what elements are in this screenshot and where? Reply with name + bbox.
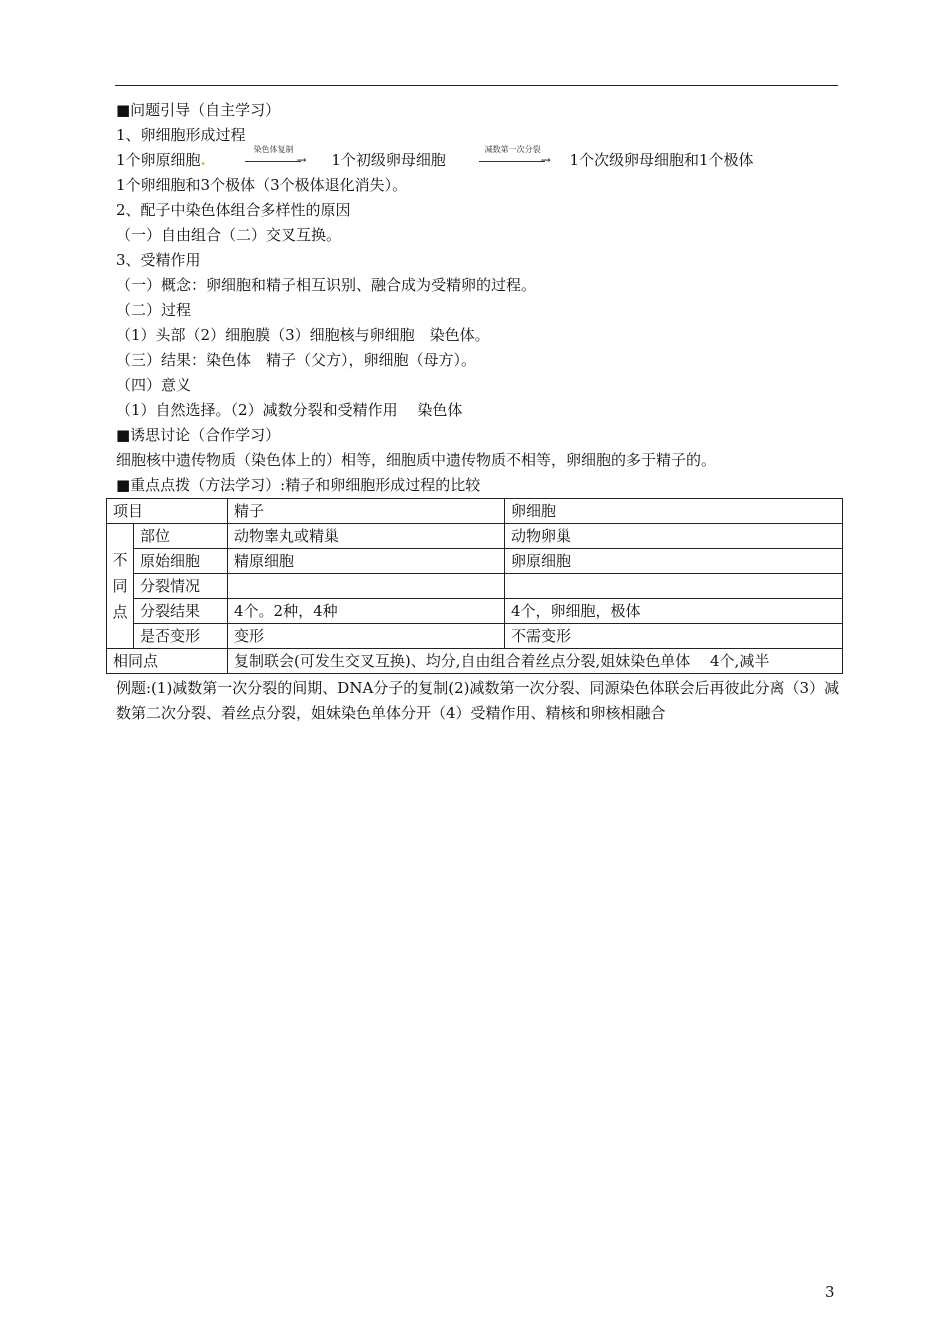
discussion-text: 细胞核中遗传物质（染色体上的）相等，细胞质中遗传物质不相等，卵细胞的多于精子的。 bbox=[116, 451, 717, 469]
header-item: 项目 bbox=[107, 499, 228, 524]
table-row bbox=[107, 599, 843, 624]
section-heading-discussion: ■诱思讨论（合作学习） bbox=[116, 426, 281, 444]
item-egg-formation: 1、卵细胞形成过程 bbox=[116, 126, 246, 144]
diff-label-cell bbox=[107, 524, 134, 649]
arrow-2-label: 减数第一次分裂 bbox=[484, 145, 541, 154]
table-row bbox=[107, 574, 843, 599]
row-name: 分裂情况 bbox=[134, 574, 228, 599]
table-row bbox=[107, 549, 843, 574]
same-label: 相同点 bbox=[107, 649, 228, 674]
row-sperm: 变形 bbox=[228, 624, 505, 649]
fertilization-result: （三）结果：染色体 精子（父方），卵细胞（母方）。 bbox=[116, 351, 477, 369]
page-number: 3 bbox=[825, 1283, 835, 1301]
flow-step-primary-oocyte: 1个初级卵母细胞 bbox=[331, 151, 446, 169]
item-diversity-answer: （一）自由组合（二）交叉互换。 bbox=[116, 226, 342, 244]
flow-step-secondary-oocyte: 1个次级卵母细胞和1个极体 bbox=[569, 151, 754, 169]
row-egg: 4个，卵细胞，极体 bbox=[505, 599, 843, 624]
fertilization-significance: （四）意义 bbox=[116, 376, 192, 394]
section-heading-guide: ■问题引导（自主学习） bbox=[116, 101, 281, 119]
fertilization-significance-answer: （1）自然选择。（2）减数分裂和受精作用 染色体 bbox=[116, 401, 463, 419]
row-egg bbox=[505, 574, 843, 599]
fertilization-process-answer: （1）头部（2）细胞膜（3）细胞核与卵细胞 染色体。 bbox=[116, 326, 490, 344]
row-name: 原始细胞 bbox=[134, 549, 228, 574]
diff-label-char: 不 bbox=[112, 551, 128, 569]
content-body bbox=[112, 98, 840, 726]
row-name: 部位 bbox=[134, 524, 228, 549]
flow-line bbox=[116, 145, 840, 173]
item-diversity: 2、配子中染色体组合多样性的原因 bbox=[116, 201, 351, 219]
row-egg: 卵原细胞 bbox=[505, 549, 843, 574]
arrow-right-icon: → bbox=[540, 153, 551, 167]
table-header-row bbox=[107, 499, 843, 524]
row-sperm: 动物睾丸或精巢 bbox=[228, 524, 505, 549]
section-heading-keypoints: ■重点点拨（方法学习）:精子和卵细胞形成过程的比较 bbox=[116, 476, 481, 494]
table-row bbox=[107, 624, 843, 649]
table-row bbox=[107, 524, 843, 549]
item-fertilization: 3、受精作用 bbox=[116, 251, 201, 269]
arrow-2-shaft bbox=[479, 161, 545, 162]
same-text: 复制联会(可发生交叉互换)、均分,自由组合着丝点分裂,姐妹染色单体 4个,减半 bbox=[228, 649, 843, 674]
flow-step-oogonium: 1个卵原细胞 bbox=[116, 151, 201, 169]
header-rule bbox=[115, 85, 838, 86]
flow-arrow-1 bbox=[239, 145, 309, 173]
row-name: 是否变形 bbox=[134, 624, 228, 649]
fertilization-process: （二）过程 bbox=[116, 301, 192, 319]
flow-arrow-2 bbox=[473, 145, 553, 173]
row-egg: 不需变形 bbox=[505, 624, 843, 649]
header-sperm: 精子 bbox=[228, 499, 505, 524]
diff-label-char: 点 bbox=[112, 603, 128, 621]
fertilization-concept: （一）概念：卵细胞和精子相互识别、融合成为受精卵的过程。 bbox=[116, 276, 537, 294]
comparison-table bbox=[106, 498, 843, 674]
arrow-1-shaft bbox=[245, 161, 301, 162]
table-row-same bbox=[107, 649, 843, 674]
arrow-right-icon: → bbox=[296, 153, 307, 167]
dot-mark: . bbox=[200, 151, 206, 169]
example-text: 例题:(1)减数第一次分裂的间期、DNA分子的复制(2)减数第一次分裂、同源染色体联会后再彼此分离（3）减数第二次分裂、着丝点分裂，姐妹染色单体分开（4）受精作用、精核和卵核相融合 bbox=[116, 679, 840, 722]
arrow-1-label: 染色体复制 bbox=[253, 145, 294, 154]
row-sperm bbox=[228, 574, 505, 599]
row-sperm: 4个。2种，4种 bbox=[228, 599, 505, 624]
diff-label-char: 同 bbox=[112, 577, 128, 595]
row-egg: 动物卵巢 bbox=[505, 524, 843, 549]
header-egg: 卵细胞 bbox=[505, 499, 843, 524]
row-name: 分裂结果 bbox=[134, 599, 228, 624]
flow-result: 1个卵细胞和3个极体（3个极体退化消失）。 bbox=[116, 176, 408, 194]
row-sperm: 精原细胞 bbox=[228, 549, 505, 574]
